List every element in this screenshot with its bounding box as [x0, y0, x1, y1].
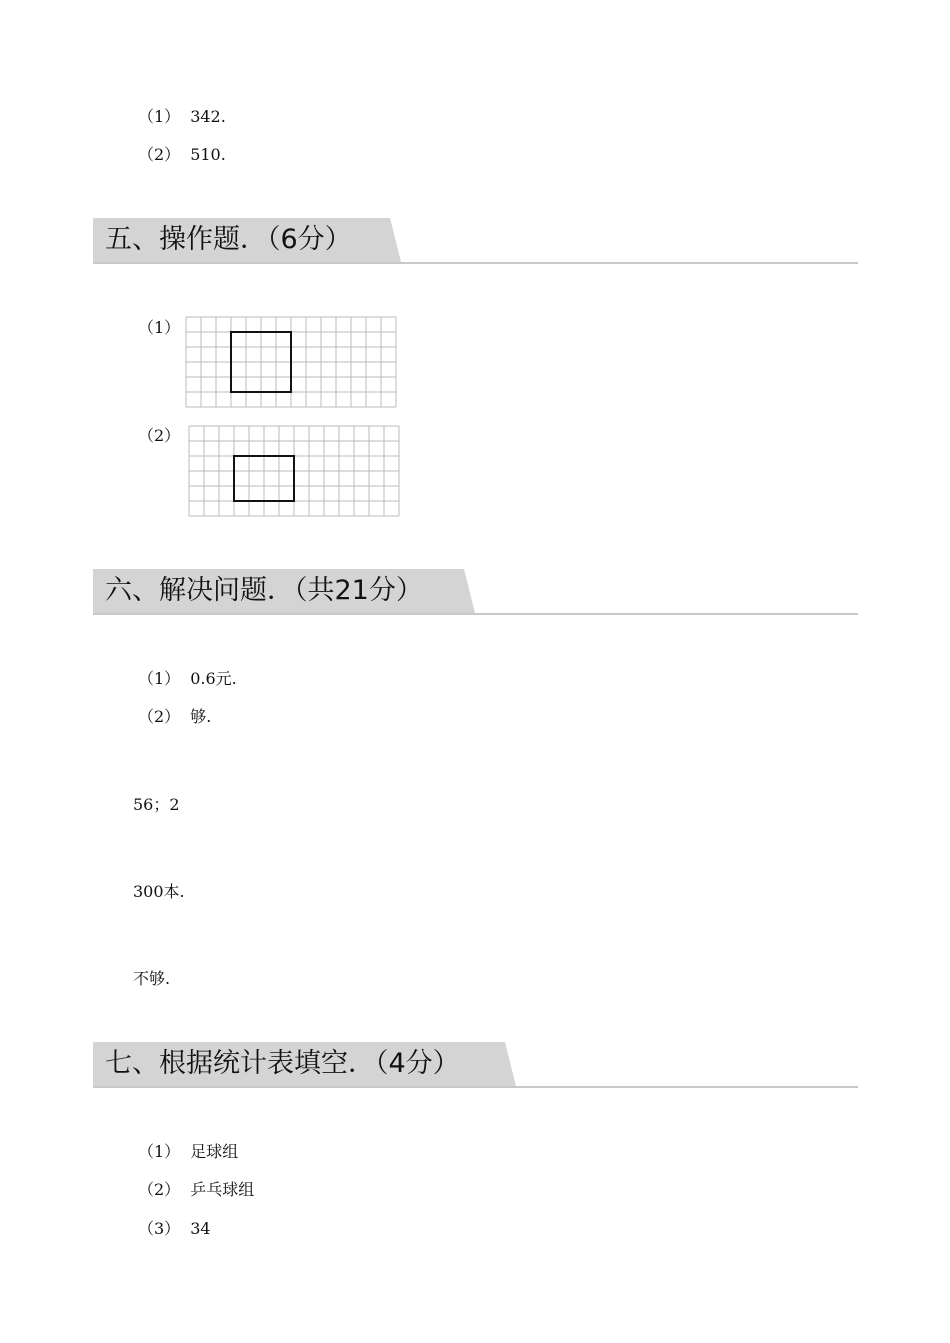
answer-text: 0.6元.	[190, 669, 237, 688]
answer-line	[138, 1180, 254, 1200]
section-header-6	[93, 569, 858, 615]
section-header-5	[93, 218, 858, 264]
answer-text: 不够.	[133, 969, 171, 988]
section-title: 七、根据统计表填空．（4分）	[105, 1048, 460, 1079]
answer-text: 34	[190, 1219, 211, 1238]
answer-label: （1）	[138, 669, 181, 688]
answer-line	[138, 1219, 211, 1239]
section-header-7	[93, 1042, 858, 1088]
answer-label: （2）	[138, 1180, 181, 1199]
answer-text: 56；2	[133, 795, 180, 814]
section-header-rule	[93, 1086, 858, 1088]
answer-line	[138, 107, 226, 127]
grid-figure-2	[188, 425, 401, 517]
answer-label: （1）	[138, 1142, 181, 1161]
answer-text: 乒乓球组	[190, 1180, 255, 1199]
section-header-rule	[93, 613, 858, 615]
answer-line	[138, 669, 237, 689]
answer-line	[138, 707, 211, 727]
grid-figure-1	[185, 316, 397, 408]
section-header-rule	[93, 262, 858, 264]
answer-text: 342.	[190, 107, 226, 126]
answer-label: （1）	[138, 107, 181, 126]
answer-label: （1）	[138, 318, 181, 337]
answer-text: 300本.	[133, 882, 185, 901]
answer-text: 够.	[190, 707, 212, 726]
answer-line	[138, 145, 226, 165]
answer-text: 足球组	[190, 1142, 239, 1161]
section-title: 五、操作题．（6分）	[105, 224, 352, 255]
answer-line	[138, 1142, 238, 1162]
section-title: 六、解决问题．（共21分）	[105, 575, 423, 606]
answer-label: （2）	[138, 145, 181, 164]
answer-text: 510.	[190, 145, 226, 164]
answer-label: （3）	[138, 1219, 181, 1238]
answer-label: （2）	[138, 426, 181, 445]
answer-label: （2）	[138, 707, 181, 726]
